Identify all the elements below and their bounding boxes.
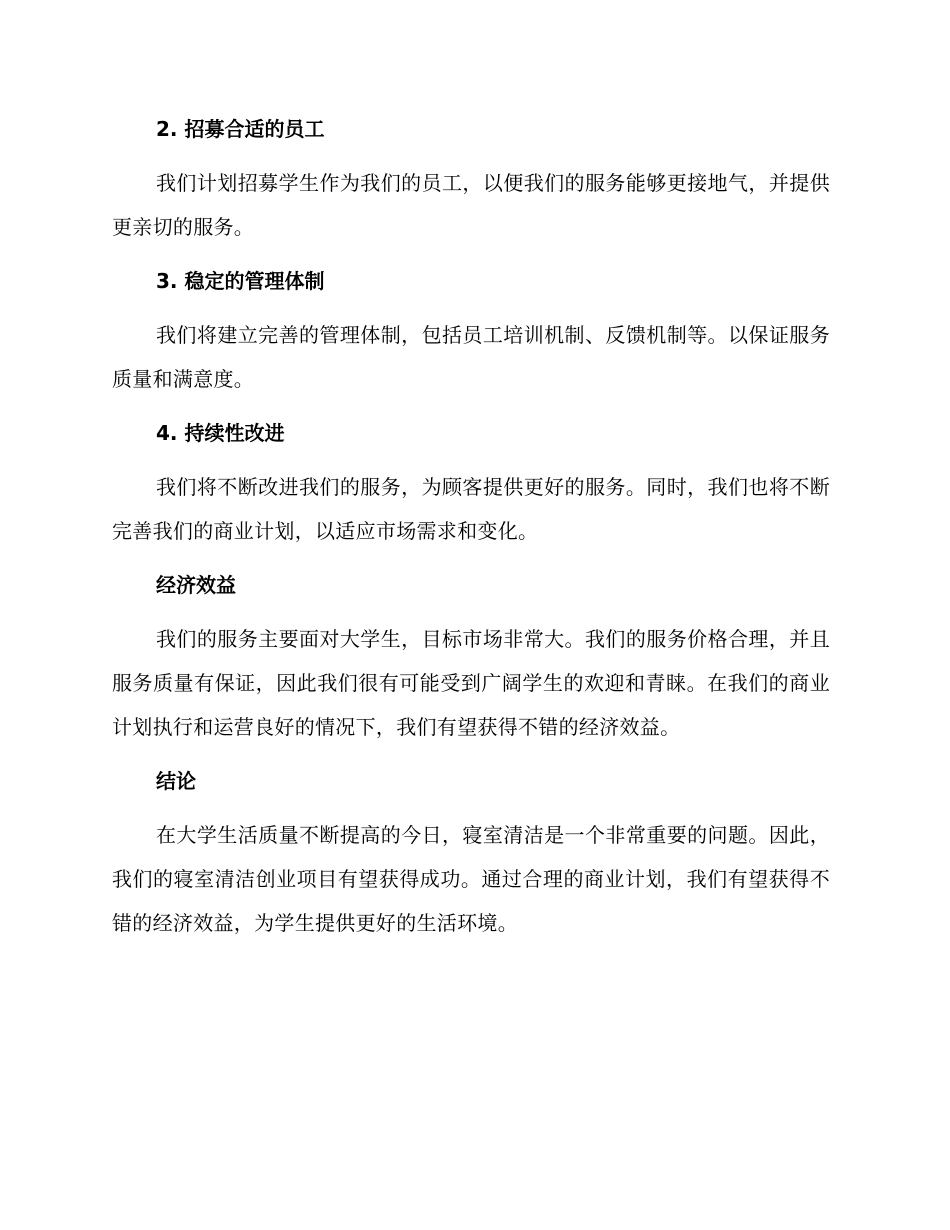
- section-heading-conclusion: 结论: [156, 769, 196, 793]
- section-paragraph-conclusion: 在大学生活质量不断提高的今日，寝室清洁是一个非常重要的问题。因此，我们的寝室清洁创业项目有望获得成功。通过合理的商业计划，我们有望获得不错的经济效益，为学生提供更好的生活环境。: [112, 823, 830, 935]
- section-paragraph-continuous-improvement: 我们将不断改进我们的服务，为顾客提供更好的服务。同时，我们也将不断完善我们的商业计划，以适应市场需求和变化。: [112, 475, 830, 543]
- section-heading-recruit-staff: 2. 招募合适的员工: [156, 117, 325, 141]
- document-page: [112, 110, 830, 945]
- section-paragraph-management-system: 我们将建立完善的管理体制，包括员工培训机制、反馈机制等。以保证服务质量和满意度。: [112, 323, 830, 391]
- section-heading-management-system: 3. 稳定的管理体制: [156, 269, 325, 293]
- section-heading-economic-benefit: 经济效益: [156, 573, 236, 597]
- section-heading-continuous-improvement: 4. 持续性改进: [156, 421, 285, 445]
- section-paragraph-recruit-staff: 我们计划招募学生作为我们的员工，以便我们的服务能够更接地气，并提供更亲切的服务。: [112, 171, 830, 239]
- section-paragraph-economic-benefit: 我们的服务主要面对大学生，目标市场非常大。我们的服务价格合理，并且服务质量有保证，因此我们很有可能受到广阔学生的欢迎和青睐。在我们的商业计划执行和运营良好的情况下，我们有望获得不错的经济效益。: [112, 627, 830, 739]
